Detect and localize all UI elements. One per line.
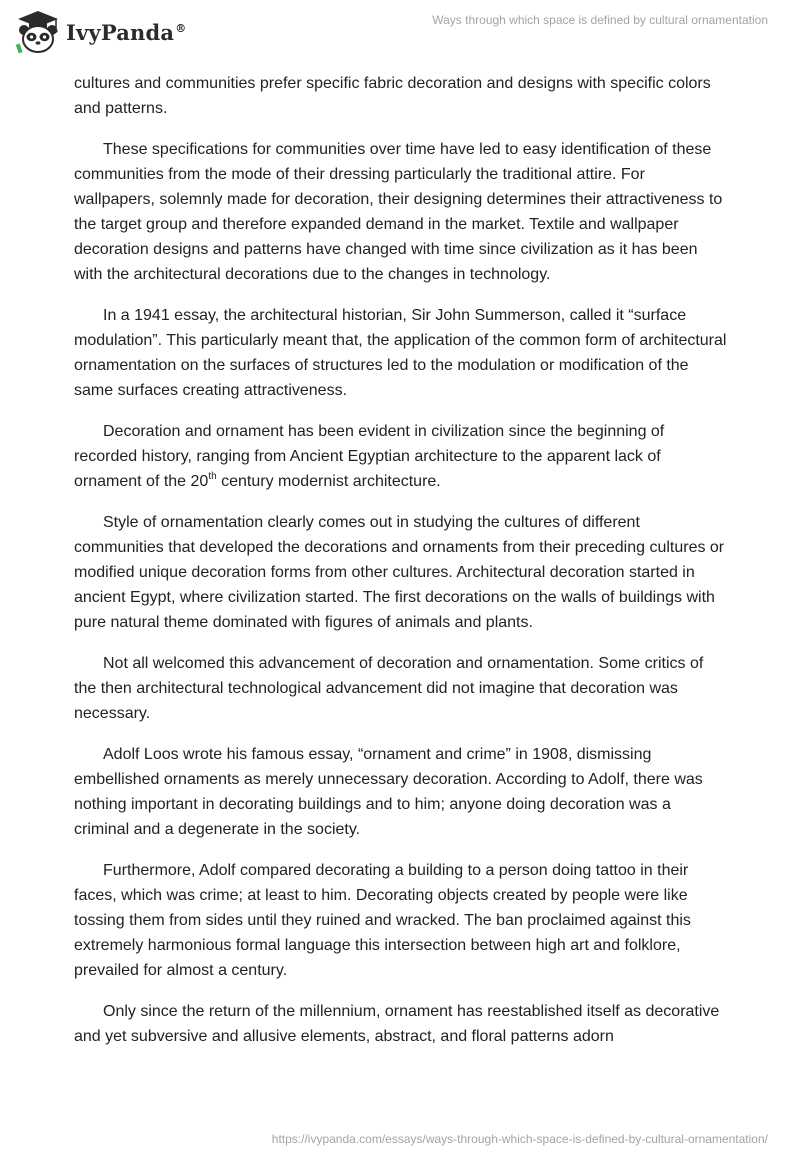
paragraph-5: Style of ornamentation clearly comes out in studying the cultures of different communities that developed the decorations and ornaments from their preceding cultures or modified unique decoration forms from other cultures. Architectural decoration started in ancient Egypt, where civilization started. The first decorations on the walls of buildings with pure natural theme dominated with figures of animals and plants. <box>74 514 725 631</box>
panda-graduation-cap-icon <box>14 8 62 56</box>
ordinal-superscript: th <box>208 471 217 482</box>
paragraph-7: Adolf Loos wrote his famous essay, “ornament and crime” in 1908, dismissing embellished ornaments as merely unnecessary decoration. According to Adolf, there was nothing important in decorating buildings and to him; anyone doing decoration was a criminal and a degenerate in the society. <box>74 746 703 838</box>
page-header <box>0 0 800 64</box>
paragraph-9: Only since the return of the millennium, ornament has reestablished itself as decorative and yet subversive and allusive elements, abstract, and floral patterns adorn <box>74 1003 720 1045</box>
paragraph-1: cultures and communities prefer specific fabric decoration and designs with specific colors and patterns. <box>74 75 711 117</box>
source-url[interactable]: https://ivypanda.com/essays/ways-through-which-space-is-defined-by-cultural-ornamentation/ <box>271 1132 768 1146</box>
paragraph-4 <box>74 419 728 494</box>
paragraph-4-text: Decoration and ornament has been evident in civilization since the beginning of recorded history, ranging from Ancient Egyptian architecture to the apparent lack of ornament of the 20 <box>74 423 665 490</box>
brand-logo[interactable] <box>14 8 204 56</box>
paragraph-6: Not all welcomed this advancement of decoration and ornamentation. Some critics of the then architectural technological advancement did not imagine that decoration was necessary. <box>74 655 704 722</box>
paragraph-2: These specifications for communities over time have led to easy identification of these communities from the mode of their dressing particularly the traditional attire. For wallpapers, solemnly made for decoration, their designing determines their attractiveness to the target group and therefore expanded demand in the market. Textile and wallpaper decoration designs and patterns have changed with time since civilization as it has been with the architectural decorations due to the changes in technology. <box>74 141 723 283</box>
paragraph-4-text-end: century modernist architecture. <box>216 473 441 490</box>
essay-body <box>74 71 728 1065</box>
brand-name: IvyPanda® <box>66 19 187 45</box>
paragraph-8: Furthermore, Adolf compared decorating a building to a person doing tattoo in their faces, which was crime; at least to him. Decorating objects created by people were like tossing them from sides until they ruined and wracked. The ban proclaimed against this extremely harmonious formal language this intersection between high art and folklore, prevailed for almost a century. <box>74 862 691 979</box>
paragraph-3: In a 1941 essay, the architectural historian, Sir John Summerson, called it “surface modulation”. This particularly meant that, the application of the common form of architectural ornamentation on the surfaces of structures led to the modulation or modification of the same surfaces creating attractiveness. <box>74 307 727 399</box>
document-title: Ways through which space is defined by cultural ornamentation <box>432 13 768 27</box>
registered-mark: ® <box>175 21 187 35</box>
